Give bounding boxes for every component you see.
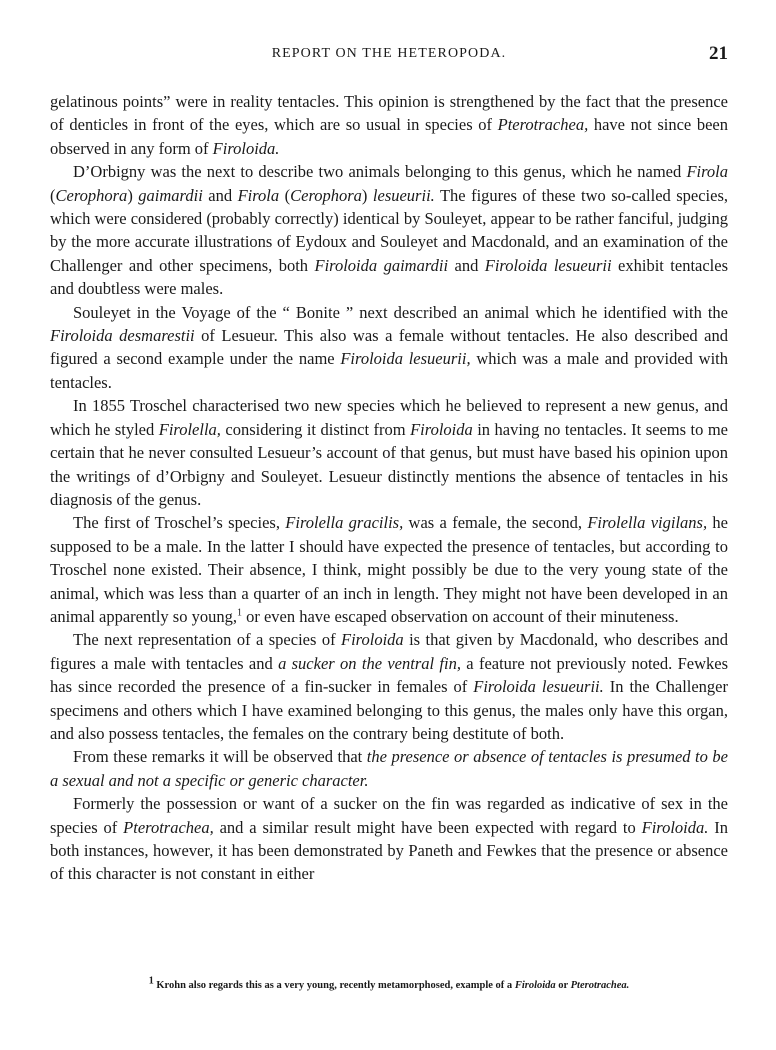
italic-run: a sucker on the ventral fin, xyxy=(278,653,461,673)
italic-run: Firola xyxy=(237,185,280,205)
italic-run: lesueurii. xyxy=(372,185,435,205)
paragraph-3 xyxy=(50,301,728,395)
text-run: and xyxy=(448,255,485,275)
italic-run: Firolella gracilis, xyxy=(285,513,404,533)
italic-run: Pterotrachea, xyxy=(123,817,214,837)
text-run: he supposed to be a male. In the latter I should have expected the presence of tentacles, but according to Troschel none existed. Their absence, I think, might possibly be due to the very young state of the animal, which was less than a quarter of an inch in length. They might not have been developed in an animal apparently so young, xyxy=(50,513,729,626)
page-number: 21 xyxy=(709,43,728,64)
text-run: ( xyxy=(279,185,291,205)
text-run: The first of Troschel’s species, xyxy=(73,513,286,533)
text-run: In both instances, however, it has been demonstrated by Paneth and Fewkes that the presence or absence of this character is not constant in either xyxy=(50,817,728,884)
footnote xyxy=(50,975,728,991)
italic-run: Pterotrachea, xyxy=(497,115,589,135)
text-run: or xyxy=(555,980,571,991)
paragraph-8 xyxy=(50,792,728,886)
body-text xyxy=(50,90,728,886)
text-run: ) xyxy=(361,185,373,205)
text-run: of Lesueur. This also was a female without tentacles. He also described and figured a second example under the name xyxy=(50,326,728,369)
italic-run: Firoloida desmarestii xyxy=(50,326,195,346)
paragraph-6 xyxy=(50,628,728,745)
text-run: The figures of these two so-called species, which were considered (probably correctly) identical by Souleyet, appear to be rather fanciful, judging by the more accurate illustrations of Eydoux and Souleyet and Macdonald, and an examination of the Challenger and other specimens, both xyxy=(50,185,729,275)
italic-run: Pterotrachea. xyxy=(570,980,630,991)
italic-run: gaimardii xyxy=(138,185,203,205)
footnote-text xyxy=(154,980,630,991)
text-run: Formerly the possession or want of a sucker on the fin was regarded as indicative of sex in the species of xyxy=(50,794,728,837)
italic-run: Firoloida lesueurii xyxy=(484,255,612,275)
text-run: a feature not previously noted. Fewkes has since recorded the presence of a fin-sucker in females of xyxy=(50,653,728,697)
italic-run: Firolella, xyxy=(158,419,221,439)
italic-run: Firoloida lesueurii, xyxy=(340,349,471,369)
paragraph-4 xyxy=(50,394,728,511)
text-run: ( xyxy=(50,185,56,205)
paragraph-1 xyxy=(50,90,728,160)
italic-run: Firoloida xyxy=(514,980,556,991)
text-run: exhibit tentacles and doubtless were males. xyxy=(50,255,729,299)
text-run: or even have escaped observation on account of their minuteness. xyxy=(241,606,679,626)
text-run: Krohn also regards this as a very young, recently metamorphosed, example of a xyxy=(153,980,515,991)
italic-run: the presence or absence of tentacles is presumed to be a sexual and not a specific or generic character. xyxy=(50,747,728,790)
text-run: and xyxy=(202,185,238,205)
italic-run: Firola xyxy=(686,162,728,182)
italic-run: Firoloida xyxy=(410,419,473,439)
footnote-ref: 1 xyxy=(236,607,242,619)
italic-run: Firoloida xyxy=(341,630,404,650)
text-run: have not since been observed in any form of xyxy=(50,115,728,158)
footnote-marker: 1 xyxy=(148,975,154,987)
italic-run: Firoloida. xyxy=(212,138,280,158)
italic-run: Cerophora xyxy=(55,185,128,205)
running-title: REPORT ON THE HETEROPODA. xyxy=(271,46,507,61)
italic-run: Firoloida lesueurii. xyxy=(473,677,604,697)
text-run: ) xyxy=(127,185,139,205)
text-run: is that given by Macdonald, who describes and figures a male with tentacles and xyxy=(50,630,729,673)
text-run: in having no tentacles. It seems to me certain that he never consulted Lesueur’s account of that genus, but must have based his opinion upon the writings of d’Orbigny and Souleyet. Lesueur distinctly mentions the absence of tentacles in his diagnosis of the genus. xyxy=(50,419,728,509)
text-run: Souleyet in the Voyage of the “ Bonite ” next described an animal which he identified with the xyxy=(73,302,728,322)
text-run: In the Challenger specimens and others which I have examined belonging to this genus, the males only have this organ, and also possess tentacles, the females on the contrary being destitute of both. xyxy=(50,677,729,743)
text-run: was a female, the second, xyxy=(403,513,588,533)
paragraph-5 xyxy=(50,511,728,628)
text-run: In 1855 Troschel characterised two new species which he believed to represent a new genus, and which he styled xyxy=(50,396,728,439)
running-head xyxy=(50,43,728,68)
text-run: which was a male and provided with tentacles. xyxy=(50,349,728,392)
italic-run: Firoloida. xyxy=(641,817,709,837)
italic-run: Cerophora xyxy=(290,185,362,205)
paragraph-7 xyxy=(50,745,728,792)
text-run: gelatinous points” were in reality tentacles. This opinion is strengthened by the fact that the presence of denticles in front of the eyes, which are so usual in species of xyxy=(50,92,728,135)
text-run: D’Orbigny was the next to describe two animals belonging to this genus, which he named xyxy=(73,162,687,182)
text-run: From these remarks it will be observed that xyxy=(73,747,367,767)
text-run: considering it distinct from xyxy=(220,419,411,439)
text-run: and a similar result might have been expected with regard to xyxy=(213,817,642,837)
text-run: The next representation of a species of xyxy=(73,630,342,650)
paragraph-2 xyxy=(50,160,728,300)
italic-run: Firoloida gaimardii xyxy=(314,255,449,275)
italic-run: Firolella vigilans, xyxy=(587,513,708,533)
